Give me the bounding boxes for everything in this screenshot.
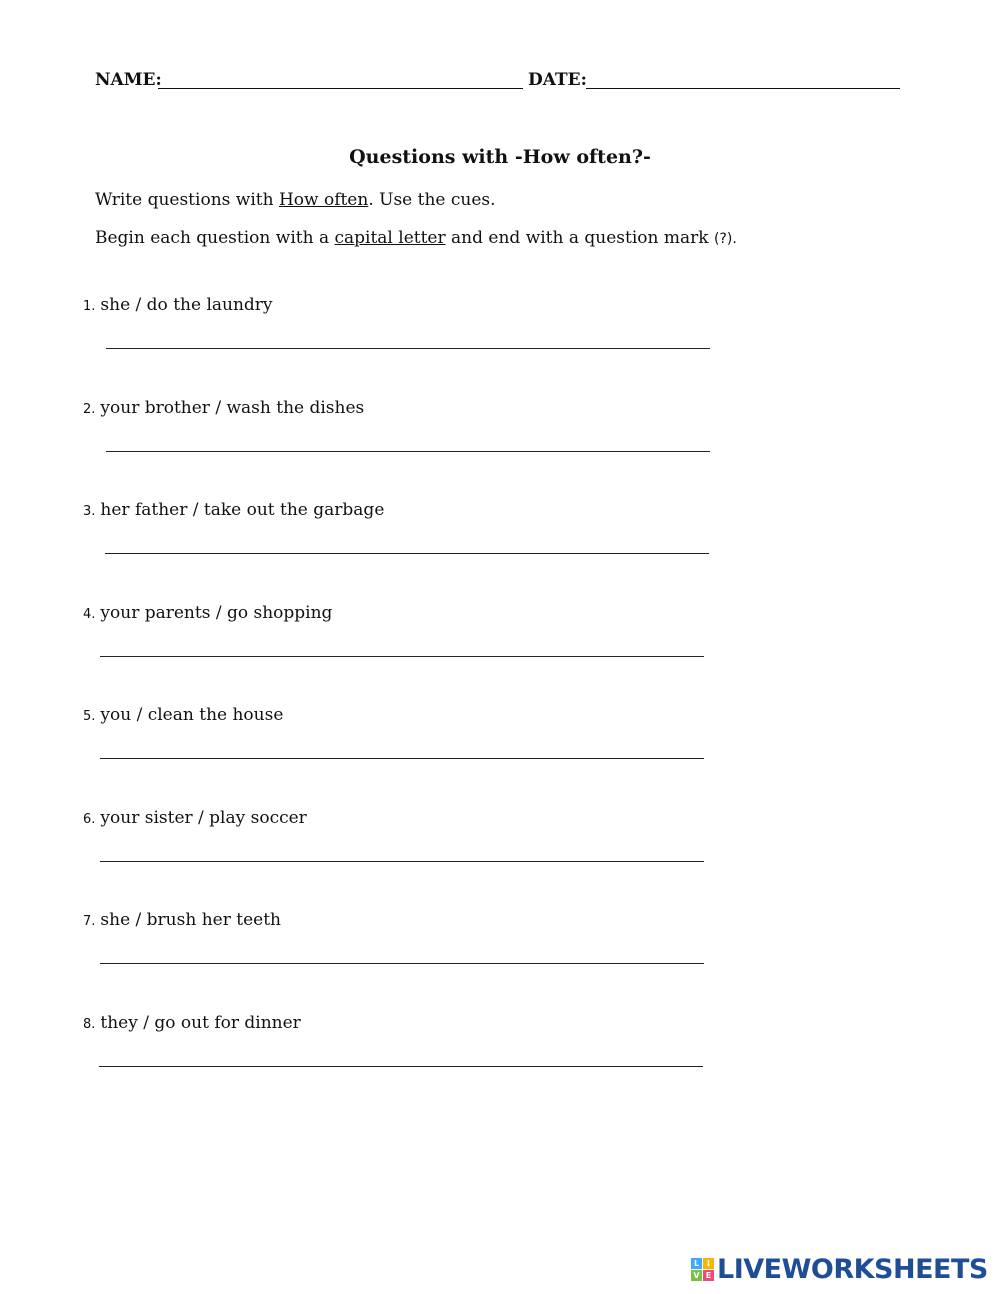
- question-4: 4. your parents / go shopping: [83, 603, 333, 623]
- question-7: 7. she / brush her teeth: [83, 910, 281, 930]
- question-cue: they / go out for dinner: [100, 1013, 301, 1033]
- date-field[interactable]: [586, 88, 900, 89]
- question-cue: your brother / wash the dishes: [100, 398, 365, 418]
- name-date-header: [95, 68, 900, 94]
- logo-block: V: [691, 1270, 702, 1281]
- how-often-underlined: How often: [278, 190, 369, 210]
- question-cue: her father / take out the garbage: [100, 500, 385, 520]
- answer-field-6[interactable]: [100, 861, 704, 862]
- question-3: 3. her father / take out the garbage: [83, 500, 385, 520]
- question-cue: your parents / go shopping: [100, 603, 333, 623]
- answer-field-3[interactable]: [105, 553, 709, 554]
- page-title: Questions with -How often?-: [349, 146, 651, 168]
- question-cue: she / do the laundry: [100, 295, 273, 315]
- question-6: 6. your sister / play soccer: [83, 808, 307, 828]
- name-field[interactable]: [158, 88, 523, 89]
- date-label: DATE:: [528, 70, 587, 90]
- question-cue: she / brush her teeth: [100, 910, 281, 930]
- instruction-line-2: Begin each question with a capital letter and end with a question mark (?).: [95, 228, 737, 248]
- question-cue: your sister / play soccer: [100, 808, 307, 828]
- logo-block: I: [703, 1258, 714, 1269]
- answer-field-5[interactable]: [100, 758, 704, 759]
- logo-text: LIVEWORKSHEETS: [717, 1253, 988, 1285]
- question-2: 2. your brother / wash the dishes: [83, 398, 365, 418]
- answer-field-2[interactable]: [106, 451, 710, 452]
- logo-block: E: [703, 1270, 714, 1281]
- question-8: 8. they / go out for dinner: [83, 1013, 301, 1033]
- answer-field-7[interactable]: [100, 963, 704, 964]
- answer-field-1[interactable]: [106, 348, 710, 349]
- question-5: 5. you / clean the house: [83, 705, 284, 725]
- name-label: NAME:: [95, 70, 162, 90]
- logo-blocks-icon: [691, 1258, 714, 1281]
- question-cue: you / clean the house: [100, 705, 284, 725]
- answer-field-4[interactable]: [100, 656, 704, 657]
- answer-field-8[interactable]: [99, 1066, 703, 1067]
- capital-letter-underlined: capital letter: [334, 228, 446, 248]
- liveworksheets-logo: [691, 1254, 988, 1284]
- instruction-line-1: Write questions with How often. Use the cues.: [95, 190, 496, 210]
- question-1: 1. she / do the laundry: [83, 295, 273, 315]
- logo-block: L: [691, 1258, 702, 1269]
